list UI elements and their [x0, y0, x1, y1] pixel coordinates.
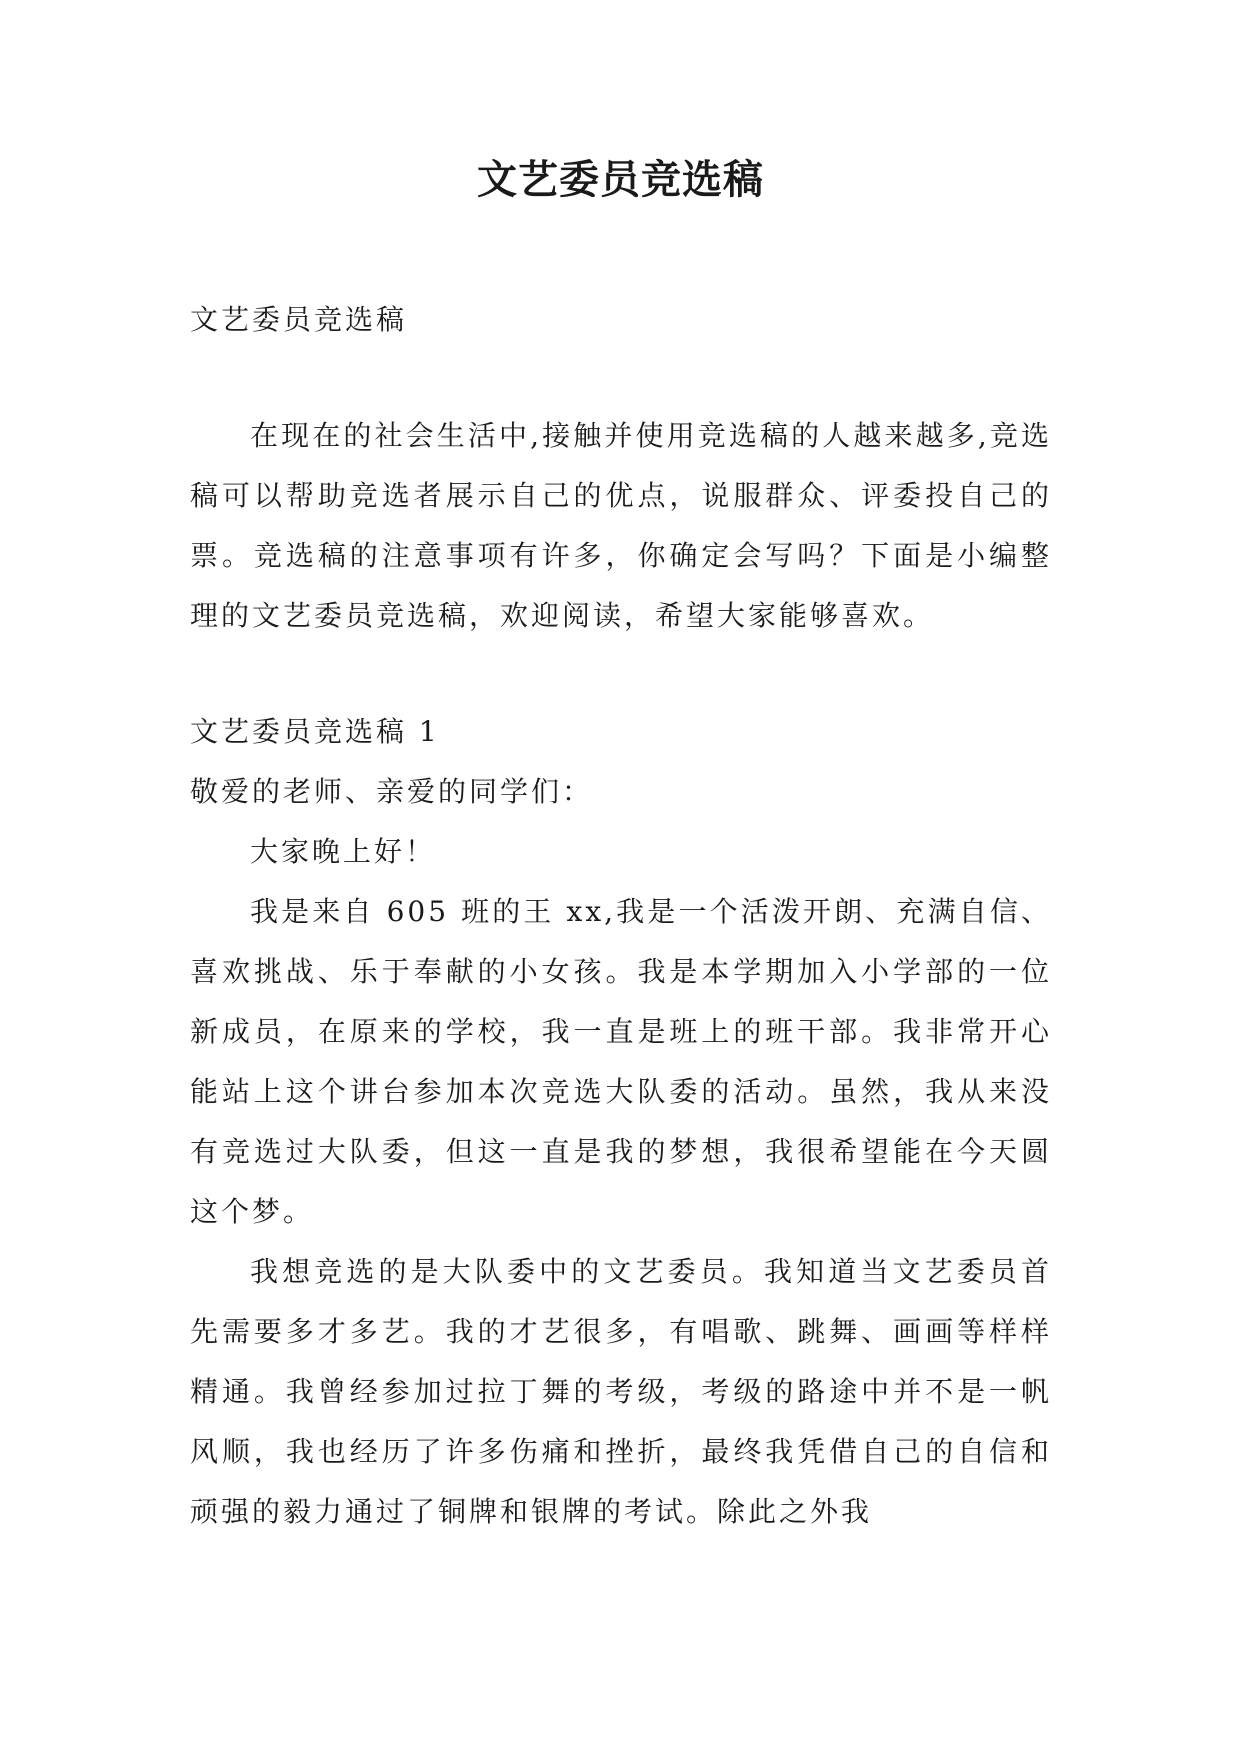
document-title: 文艺委员竞选稿	[477, 156, 764, 203]
section-heading: 文艺委员竞选稿 1	[190, 715, 440, 748]
body-paragraph-1: 我是来自 605 班的王 xx,我是一个活泼开朗、充满自信、喜欢挑战、乐于奉献的小女孩。我是本学期加入小学部的一位新成员，在原来的学校，我一直是班上的班干部。我非常开心能站上这个讲台参加本次竞选大队委的活动。虽然，我从来没有竞选过大队委，但这一直是我的梦想，我很希望能在今天圆这个梦。	[190, 895, 1052, 1228]
salutation: 敬爱的老师、亲爱的同学们：	[190, 775, 594, 808]
greeting: 大家晚上好！	[250, 835, 437, 868]
document-body	[190, 290, 1052, 1542]
document-subtitle: 文艺委员竞选稿	[190, 303, 408, 336]
body-paragraph-2: 我想竞选的是大队委中的文艺委员。我知道当文艺委员首先需要多才多艺。我的才艺很多，有唱歌、跳舞、画画等样样精通。我曾经参加过拉丁舞的考级，考级的路途中并不是一帆风顺，我也经历了许多伤痛和挫折，最终我凭借自己的自信和顽强的毅力通过了铜牌和银牌的考试。除此之外我	[190, 1255, 1052, 1528]
intro-paragraph: 在现在的社会生活中,接触并使用竞选稿的人越来越多,竞选稿可以帮助竞选者展示自己的优点，说服群众、评委投自己的票。竞选稿的注意事项有许多，你确定会写吗？下面是小编整理的文艺委员竞选稿，欢迎阅读，希望大家能够喜欢。	[190, 419, 1052, 632]
